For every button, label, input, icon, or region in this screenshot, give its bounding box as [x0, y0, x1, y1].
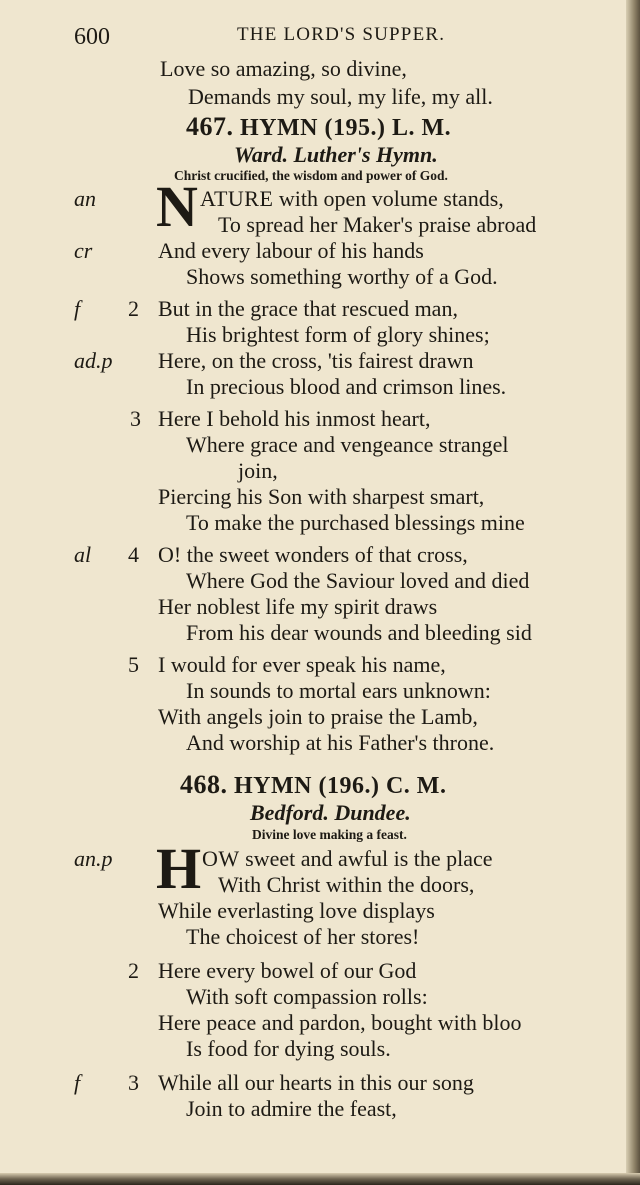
- stanza-1-line-3: And every labour of his hands: [158, 238, 424, 263]
- verse-number-4: 4: [128, 542, 139, 567]
- stanza-5-line-2: In sounds to mortal ears unknown:: [186, 678, 491, 703]
- stanza-2-line-2: His brightest form of glory shines;: [186, 322, 490, 347]
- stanza-3-line-1: Here I behold his inmost heart,: [158, 406, 431, 431]
- hymn-467-number: 467.: [186, 112, 234, 141]
- stanza-2-line-3: Here, on the cross, 'tis fairest drawn: [158, 348, 474, 373]
- running-title: THE LORD'S SUPPER.: [237, 24, 446, 45]
- hymn-468-meter: HYMN (196.) C. M.: [234, 773, 447, 799]
- h468-stanza-3-line-1: While all our hearts in this our song: [158, 1070, 474, 1095]
- page-right-edge: [626, 0, 640, 1185]
- stanza-1-line-2: To spread her Maker's praise abroad: [218, 212, 537, 237]
- stanza-1-line-4: Shows something worthy of a God.: [186, 264, 498, 289]
- h468-verse-number-3: 3: [128, 1070, 139, 1095]
- stanza-3-line-4: To make the purchased blessings mine: [186, 510, 525, 535]
- h468-stanza-3-line-2: Join to admire the feast,: [186, 1096, 397, 1121]
- dynamic-mark-al: al: [74, 542, 92, 567]
- hymn-468-heading: [180, 772, 446, 799]
- drop-cap-h: H: [156, 836, 202, 901]
- hymn-467-subject: Christ crucified, the wisdom and power of God.: [174, 168, 448, 183]
- stanza-1-line-1: ATURE with open volume stands,: [200, 186, 504, 211]
- stanza-5-line-4: And worship at his Father's throne.: [186, 730, 495, 755]
- h468-stanza-2-line-3: Here peace and pardon, bought with bloo: [158, 1010, 522, 1035]
- dynamic-mark-an-p: an.p: [74, 846, 113, 871]
- verse-number-2: 2: [128, 296, 139, 321]
- verse-number-3: 3: [130, 406, 141, 431]
- page-number: 600: [74, 24, 110, 50]
- stanza-4-line-2: Where God the Saviour loved and died: [186, 568, 530, 593]
- h468-stanza-1-line-3: While everlasting love displays: [158, 898, 435, 923]
- h468-stanza-2-line-1: Here every bowel of our God: [158, 958, 417, 983]
- hymn-467-tunes: Ward. Luther's Hymn.: [234, 142, 438, 167]
- h468-stanza-2-line-4: Is food for dying souls.: [186, 1036, 391, 1061]
- hymn-468-tunes: Bedford. Dundee.: [250, 800, 411, 825]
- verse-number-5: 5: [128, 652, 139, 677]
- stanza-4-line-1: O! the sweet wonders of that cross,: [158, 542, 468, 567]
- stanza-4-line-3: Her noblest life my spirit draws: [158, 594, 438, 619]
- h468-dynamic-mark-f: f: [74, 1070, 81, 1095]
- h468-verse-number-2: 2: [128, 958, 139, 983]
- carry-over-line-2: Demands my soul, my life, my all.: [188, 84, 493, 109]
- drop-cap-n: N: [156, 174, 198, 239]
- stanza-3-line-2: Where grace and vengeance strangel: [186, 432, 509, 457]
- page-bottom-edge: [0, 1173, 640, 1185]
- h468-stanza-2-line-2: With soft compassion rolls:: [186, 984, 428, 1009]
- dynamic-mark-f: f: [74, 296, 81, 321]
- stanza-2-line-4: In precious blood and crimson lines.: [186, 374, 507, 399]
- hymn-468-number: 468.: [180, 770, 228, 799]
- h468-stanza-1-line-1: OW sweet and awful is the place: [202, 846, 493, 871]
- stanza-2-line-1: But in the grace that rescued man,: [158, 296, 458, 321]
- hymn-468-subject: Divine love making a feast.: [252, 827, 407, 842]
- stanza-5-line-1: I would for ever speak his name,: [158, 652, 446, 677]
- hymn-467-meter: HYMN (195.) L. M.: [240, 115, 452, 141]
- stanza-5-line-3: With angels join to praise the Lamb,: [158, 704, 478, 729]
- carry-over-line-1: Love so amazing, so divine,: [160, 56, 407, 81]
- dynamic-mark-cr: cr: [74, 238, 93, 263]
- hymn-467-heading: [186, 114, 451, 141]
- stanza-3-line-3: Piercing his Son with sharpest smart,: [158, 484, 485, 509]
- dynamic-mark-ad-p: ad.p: [74, 348, 113, 373]
- dynamic-mark-an: an: [74, 186, 96, 211]
- h468-stanza-1-line-2: With Christ within the doors,: [218, 872, 475, 897]
- stanza-3-line-2-cont: join,: [238, 458, 278, 483]
- stanza-4-line-4: From his dear wounds and bleeding sid: [186, 620, 532, 645]
- h468-stanza-1-line-4: The choicest of her stores!: [186, 924, 420, 949]
